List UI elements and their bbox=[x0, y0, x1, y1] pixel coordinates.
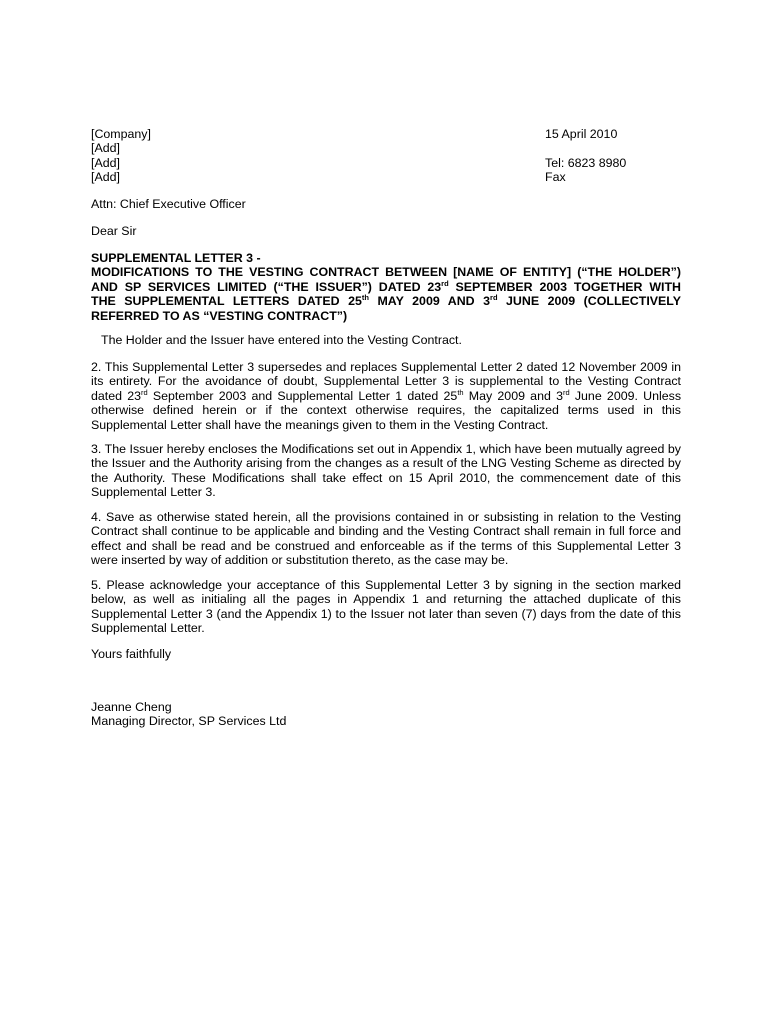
ordinal-suffix: th bbox=[361, 293, 369, 303]
paragraph-text: September 2003 and Supplemental Letter 1 dated 25 bbox=[147, 388, 458, 403]
signer-title: Managing Director, SP Services Ltd bbox=[91, 714, 287, 728]
attention-line: Attn: Chief Executive Officer bbox=[91, 197, 246, 211]
paragraph-1: The Holder and the Issuer have entered into the Vesting Contract. bbox=[101, 333, 462, 347]
heading-line-5: REFERRED TO AS “VESTING CONTRACT”) bbox=[91, 308, 348, 323]
paragraph-text: May 2009 and 3 bbox=[463, 388, 563, 403]
subject-heading bbox=[91, 251, 681, 323]
telephone: Tel: 6823 8980 bbox=[545, 155, 627, 170]
heading-line-2: MODIFICATIONS TO THE VESTING CONTRACT BETWEEN [NAME OF ENTITY] (“THE HOLDER”) bbox=[91, 265, 681, 280]
ordinal-suffix: rd bbox=[562, 387, 570, 397]
paragraph-5: 5. Please acknowledge your acceptance of this Supplemental Letter 3 by signing in the section marked below, as well as initialing all the pages in Appendix 1 and returning the attached duplicate of this Supplemental Letter 3 (and the Appendix 1) to the Issuer not later than seven (7) days from the date of this Supplemental Letter. bbox=[91, 578, 681, 636]
heading-text: MAY 2009 AND 3 bbox=[368, 294, 491, 309]
ordinal-suffix: rd bbox=[141, 387, 148, 397]
paragraph-3: 3. The Issuer hereby encloses the Modifications set out in Appendix 1, which have been mutually agreed by the Issuer and the Authority arising from the changes as a result of the LNG Vesting Scheme as directed by the Authority. These Modifications shall take effect on 15 April 2010, the commencement date of this Supplemental Letter 3. bbox=[91, 442, 681, 500]
paragraph-text: 2. This Supplemental Letter 3 supersedes and replaces Supplemental Letter 2 dated 12 November 2009 in its entirety. For the avoidance of doubt, Supplemental Letter 3 is supplemental to the Vesting Contract dated 23 bbox=[91, 360, 681, 403]
address-line-2: [Add] bbox=[91, 155, 120, 170]
salutation: Dear Sir bbox=[91, 224, 137, 238]
address-line-3: [Add] bbox=[91, 170, 120, 185]
ordinal-suffix: th bbox=[457, 387, 464, 397]
letter-date: 15 April 2010 bbox=[545, 127, 618, 141]
paragraph-2 bbox=[91, 360, 681, 432]
heading-line-1: SUPPLEMENTAL LETTER 3 - bbox=[91, 251, 261, 265]
date-contact-block bbox=[545, 127, 626, 185]
signer-name: Jeanne Cheng bbox=[91, 700, 172, 714]
heading-text: SEPTEMBER 2003 TOGETHER WITH bbox=[448, 279, 681, 294]
paragraph-4: 4. Save as otherwise stated herein, all the provisions contained in or subsisting in relation to the Vesting Contract shall continue to be applicable and binding and the Vesting Contract shall remain in full force and effect and shall be read and be construed and enforceable as if the terms of this Supplemental Letter 3 were inserted by way of addition or substitution thereto, as the case may be. bbox=[91, 510, 681, 568]
ordinal-suffix: rd bbox=[441, 278, 449, 288]
heading-text: JUNE 2009 (COLLECTIVELY bbox=[497, 294, 681, 309]
heading-text: THE SUPPLEMENTAL LETTERS DATED 25 bbox=[91, 294, 362, 309]
sender-address bbox=[91, 127, 151, 185]
closing: Yours faithfully bbox=[91, 647, 172, 661]
fax: Fax bbox=[545, 170, 566, 185]
spacer-line bbox=[545, 141, 626, 155]
heading-line-4 bbox=[91, 294, 681, 308]
heading-text: AND SP SERVICES LIMITED (“THE ISSUER”) DATED 23 bbox=[91, 279, 442, 294]
paragraph-text: June 2009. Unless otherwise defined herein or if the context otherwise requires, the capitalized terms used in this Supplemental Letter shall have the meanings given to them in the Vesting Contract. bbox=[91, 388, 682, 432]
heading-line-3 bbox=[91, 280, 681, 294]
company-line: [Company] bbox=[91, 127, 151, 141]
address-line-1: [Add] bbox=[91, 141, 120, 156]
ordinal-suffix: rd bbox=[490, 293, 498, 303]
